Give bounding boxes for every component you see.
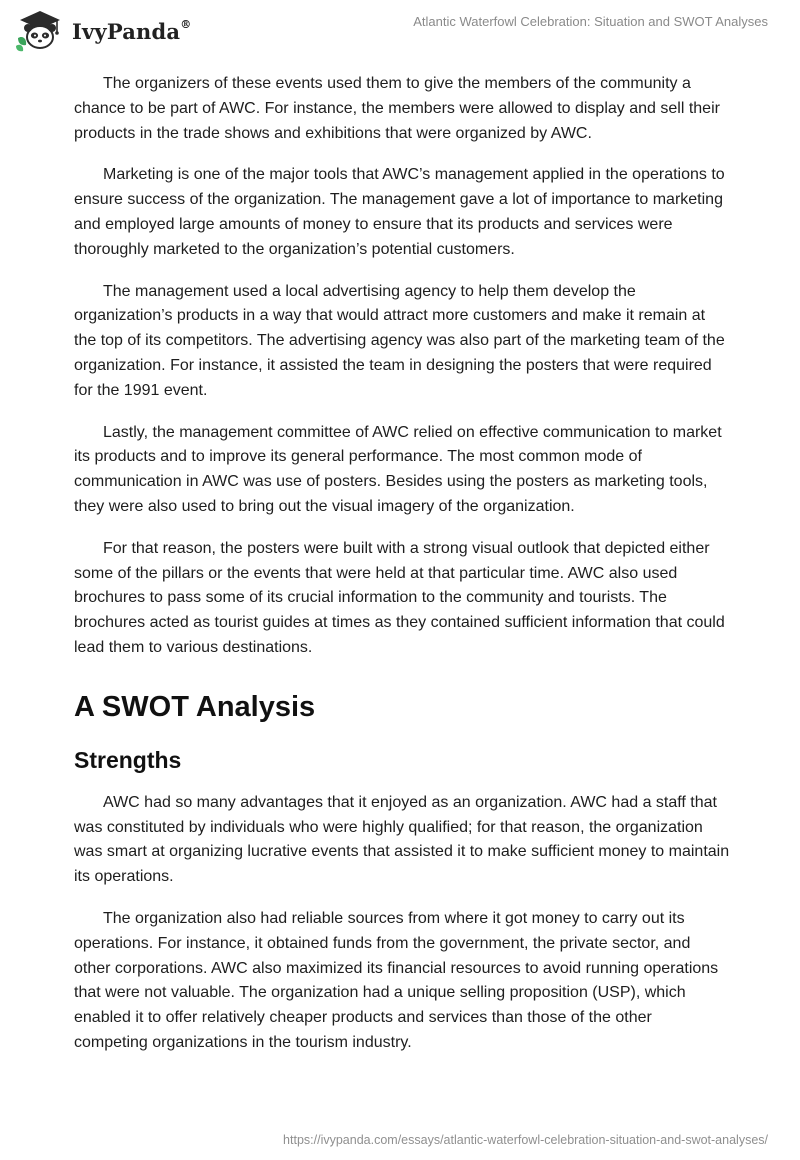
paragraph: The organizers of these events used them to give the members of the community a chance to be part of AWC. For instance, the members were allowed to display and sell their products in the trade shows and exhibitions that were organized by AWC.	[74, 75, 720, 142]
source-url[interactable]: https://ivypanda.com/essays/atlantic-waterfowl-celebration-situation-and-swot-analyses/	[283, 1133, 768, 1147]
panda-graduation-cap-icon	[14, 8, 66, 52]
paragraph: The management used a local advertising agency to help them develop the organization’s products in a way that would attract more customers and make it remain at the top of its competitors. The advertising agency was also part of the marketing team of the organization. For instance, it assisted the team in designing the posters that were required for the 1991 event.	[74, 282, 725, 399]
essay-content	[74, 72, 730, 1073]
page-header	[0, 0, 800, 60]
subsection-heading: Strengths	[74, 746, 182, 773]
ivypanda-logo[interactable]	[14, 8, 191, 52]
paragraph: For that reason, the posters were built with a strong visual outlook that depicted either some of the pillars or the events that were held at that particular time. AWC also used brochures to pass some of its crucial information to the community and tourists. The brochures acted as tourist guides at times as they contained sufficient information that could lead them to various destinations.	[74, 539, 725, 656]
paragraph: The organization also had reliable sources from where it got money to carry out its operations. For instance, it obtained funds from the government, the private sector, and other corporations. AWC also maximized its financial resources to avoid running operations that were not valuable. The organization had a unique selling proposition (USP), which enabled it to offer relatively cheaper products and services than those of the other competing organizations in the tourism industry.	[74, 909, 719, 1051]
paragraph: Marketing is one of the major tools that AWC’s management applied in the operations to ensure success of the organization. The management gave a lot of importance to marketing and employed large amounts of money to ensure that its products and services were thoroughly marketed to the organization’s potential customers.	[74, 166, 725, 258]
section-heading: A SWOT Analysis	[74, 690, 316, 723]
brand-name: IvyPanda®	[72, 17, 192, 44]
document-title: Atlantic Waterfowl Celebration: Situation and SWOT Analyses	[413, 14, 768, 29]
paragraph: AWC had so many advantages that it enjoyed as an organization. AWC had a staff that was constituted by individuals who were highly qualified; for that reason, the organization was smart at organizing lucrative events that assisted it to make sufficient money to maintain its operations.	[74, 793, 730, 886]
paragraph: Lastly, the management committee of AWC relied on effective communication to market its products and to improve its general performance. The most common mode of communication in AWC was use of posters. Besides using the posters as marketing tools, they were also used to bring out the visual imagery of the organization.	[74, 423, 722, 515]
